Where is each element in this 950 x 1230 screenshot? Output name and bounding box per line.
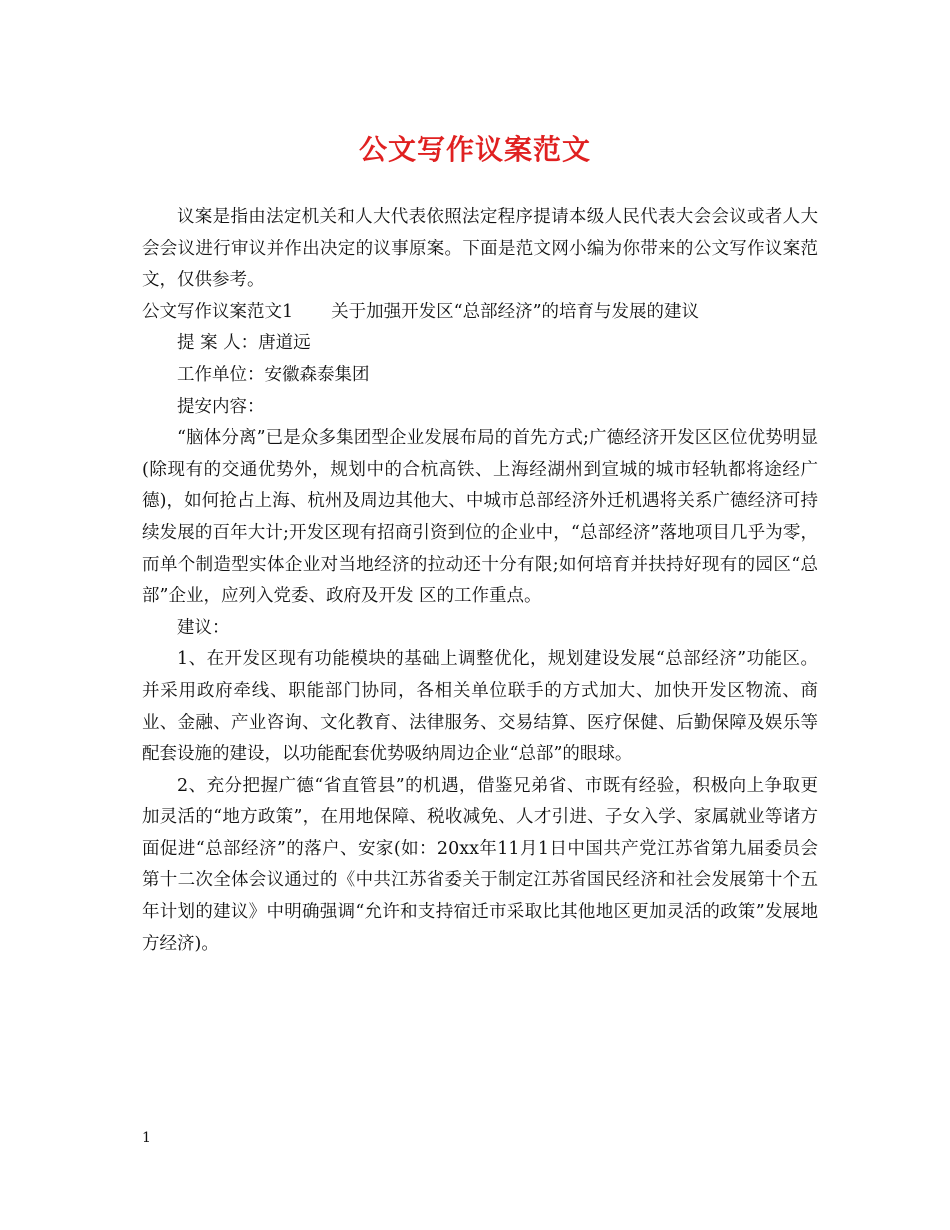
document-title: 公文写作议案范文 (358, 133, 591, 166)
content-paragraph: “脑体分离”已是众多集团型企业发展布局的首先方式;广德经济开发区区位优势明显(除现有的交通优势外，规划中的合杭高铁、上海经湖州到宣城的城市轻轨都将途经广德)，如何抢占上海、杭州及周边其他大、中城市总部经济外迁机遇将关系广德经济可持续发展的百年大计;开发区现有招商引资到位的企业中，“总部经济”落地项目几乎为零，而单个制造型实体企业对当地经济的拉动还十分有限;如何培育并扶持好现有的园区“总部”企业，应列入党委、政府及开发 区的工作重点。 (142, 428, 818, 607)
suggestion-label: 建议： (177, 617, 230, 638)
intro-paragraph: 议案是指由法定机关和人大代表依照法定程序提请本级人民代表大会会议或者人大会会议进行审议并作出决定的议事原案。下面是范文网小编为你带来的公文写作议案范文，仅供参考。 (142, 207, 818, 291)
unit-value: 安徽森泰集团 (264, 364, 370, 385)
page-number: 1 (142, 1130, 151, 1146)
sample-heading-line (142, 297, 818, 329)
suggestion-item-1: 1、在开发区现有功能模块的基础上调整优化，规划建设发展“总部经济”功能区。并采用政府牵线、职能部门协同，各相关单位联手的方式加大、加快开发区物流、商业、金融、产业咨询、文化教育、法律服务、交易结算、医疗保健、后勤保障及娱乐等配套设施的建设，以功能配套优势吸纳周边企业“总部”的眼球。 (142, 649, 818, 765)
proposer-line (142, 328, 818, 360)
proposer-label: 提 案 人： (177, 333, 259, 354)
content-label: 提安内容： (177, 396, 265, 417)
unit-line (142, 360, 818, 392)
proposer-value: 唐道远 (258, 333, 311, 354)
unit-label: 工作单位： (177, 364, 265, 385)
sample-title: 关于加强开发区“总部经济”的培育与发展的建议 (331, 301, 700, 322)
sample-heading: 公文写作议案范文1 (142, 301, 294, 322)
suggestion-item-2: 2、充分把握广德“省直管县”的机遇，借鉴兄弟省、市既有经验，积极向上争取更加灵活的“地方政策”，在用地保障、税收减免、人才引进、子女入学、家属就业等诸方面促进“总部经济”的落户、安家(如：20xx年11月1日中国共产党江苏省第九届委员会第十二次全体会议通过的《中共江苏省委关于制定江苏省国民经济和社会发展第十个五年计划的建议》中明确强调“允许和支持宿迁市采取比其他地区更加灵活的政策”发展地方经济)。 (142, 775, 818, 954)
document-body (142, 202, 818, 960)
